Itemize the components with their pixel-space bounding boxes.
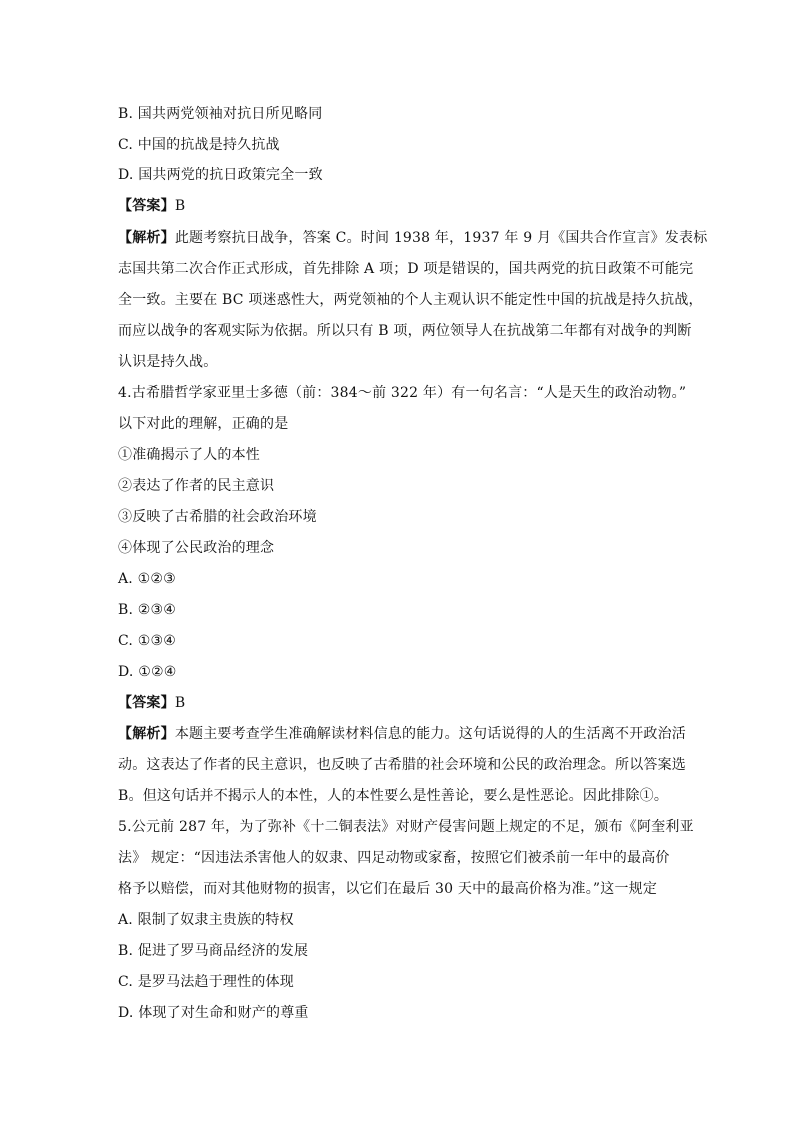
- option-d: [118, 1003, 688, 1023]
- option-b: [118, 941, 688, 961]
- option-a: [118, 910, 688, 930]
- analysis-line: [118, 290, 703, 310]
- option-c: [118, 631, 688, 651]
- question-stem: [118, 848, 688, 868]
- statement-text: ④体现了公民政治的理念: [118, 540, 275, 556]
- option-d: [118, 662, 688, 682]
- analysis-text: 认识是持久战。: [118, 354, 218, 370]
- statement-4: [118, 538, 688, 558]
- analysis-line: [118, 786, 688, 806]
- question-stem: [118, 817, 694, 837]
- question-text: 4.古希腊哲学家亚里士多德（前：384～前 322 年）有一句名言：“人是天生的政治动物。”: [118, 385, 687, 401]
- line-text: B. ②③④: [118, 602, 177, 618]
- line-text: B. 促进了罗马商品经济的发展: [118, 943, 309, 959]
- analysis-text: 全一致。主要在 BC 项迷惑性大，两党领袖的个人主观认识不能定性中国的抗战是持久抗战，: [118, 292, 703, 308]
- option-c: [118, 972, 688, 992]
- analysis-line: [118, 755, 688, 775]
- line-text: C. 中国的抗战是持久抗战: [118, 137, 280, 153]
- option-d: [118, 165, 688, 185]
- analysis-text: 此题考察抗日战争，答案 C。时间 1938 年，1937 年 9 月《国共合作宣言》发表标: [174, 230, 708, 246]
- answer-tag: 【答案】: [118, 695, 175, 711]
- question-text: 以下对此的理解，正确的是: [118, 416, 289, 432]
- analysis-line: [118, 228, 708, 248]
- statement-2: [118, 476, 688, 496]
- statement-3: [118, 507, 688, 527]
- statement-text: ③反映了古希腊的社会政治环境: [118, 509, 317, 525]
- line-text: D. ①②④: [118, 664, 177, 680]
- statement-text: ①准确揭示了人的本性: [118, 447, 260, 463]
- question-stem: [118, 879, 688, 899]
- analysis-line: [118, 724, 688, 744]
- analysis-text: 动。这表达了作者的民主意识，也反映了古希腊的社会环境和公民的政治理念。所以答案选: [118, 757, 686, 773]
- question-stem: [118, 414, 688, 434]
- analysis-line: [118, 321, 692, 341]
- question-text: 格予以赔偿，而对其他财物的损害，以它们在最后 30 天中的最高价格为准。”这一规定: [118, 881, 658, 897]
- analysis-line: [118, 352, 688, 372]
- option-b: [118, 104, 688, 124]
- analysis-tag: 【解析】: [118, 726, 175, 742]
- question-text: 法》 规定：“因违法杀害他人的奴隶、四足动物或家畜，按照它们被杀前一年中的最高价: [118, 850, 670, 866]
- option-c: [118, 135, 688, 155]
- analysis-text: 而应以战争的客观实际为依据。所以只有 B 项，两位领导人在抗战第二年都有对战争的判断: [118, 323, 692, 339]
- statement-1: [118, 445, 688, 465]
- answer-value: B: [174, 695, 186, 711]
- answer-line: [118, 693, 688, 713]
- option-b: [118, 600, 688, 620]
- question-stem: [118, 383, 688, 403]
- line-text: C. ①③④: [118, 633, 176, 649]
- option-a: [118, 569, 688, 589]
- question-text: 5.公元前 287 年，为了弥补《十二铜表法》对财产侵害问题上规定的不足，颁布《阿奎利亚: [118, 819, 694, 835]
- line-text: D. 国共两党的抗日政策完全一致: [118, 167, 323, 183]
- statement-text: ②表达了作者的民主意识: [118, 478, 275, 494]
- analysis-tag: 【解析】: [118, 230, 175, 246]
- analysis-text: B。但这句话并不揭示人的本性，人的本性要么是性善论，要么是性恶论。因此排除①。: [118, 788, 669, 804]
- line-text: C. 是罗马法趋于理性的体现: [118, 974, 294, 990]
- analysis-text: 本题主要考查学生准确解读材料信息的能力。这句话说得的人的生活离不开政治活: [174, 726, 687, 742]
- answer-tag: 【答案】: [118, 198, 175, 214]
- analysis-line: [118, 259, 694, 279]
- answer-line: [118, 196, 688, 216]
- line-text: D. 体现了对生命和财产的尊重: [118, 1005, 309, 1021]
- answer-value: B: [174, 198, 186, 214]
- line-text: A. 限制了奴隶主贵族的特权: [118, 912, 294, 928]
- line-text: A. ①②③: [118, 571, 176, 587]
- analysis-text: 志国共第二次合作正式形成，首先排除 A 项；D 项是错误的，国共两党的抗日政策不可能完: [118, 261, 694, 277]
- line-text: B. 国共两党领袖对抗日所见略同: [118, 106, 323, 122]
